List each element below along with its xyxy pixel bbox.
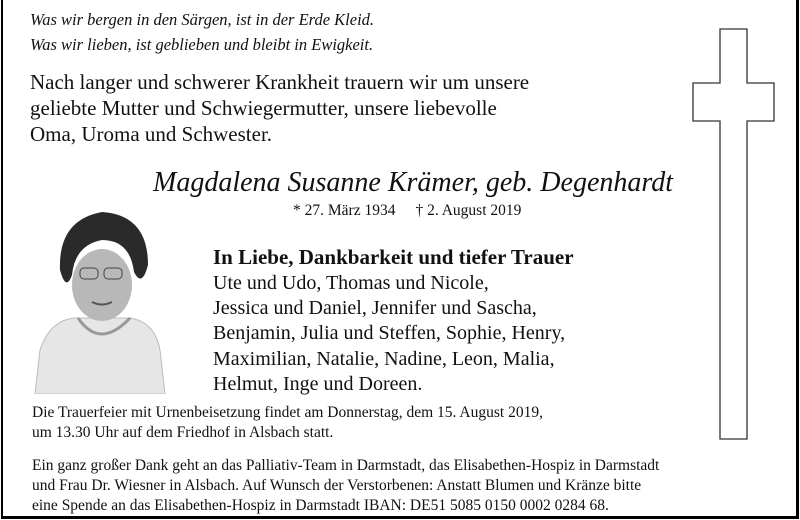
mourners-heading: In Liebe, Dankbarkeit und tiefer Trauer bbox=[213, 245, 574, 269]
mourner-line: Ute und Udo, Thomas und Nicole, bbox=[213, 272, 489, 294]
funeral-line: um 13.30 Uhr auf dem Friedhof in Alsbach statt. bbox=[32, 424, 334, 441]
mourner-line: Maximilian, Natalie, Nadine, Leon, Malia, bbox=[213, 348, 555, 370]
mourner-line: Jessica und Daniel, Jennifer und Sascha, bbox=[213, 297, 537, 319]
cross-icon bbox=[690, 28, 780, 443]
birth-date: * 27. März 1934 bbox=[293, 202, 396, 219]
mourner-line: Helmut, Inge und Doreen. bbox=[213, 373, 423, 395]
funeral-line: Die Trauerfeier mit Urnenbeisetzung findet am Donnerstag, dem 15. August 2019, bbox=[32, 404, 543, 421]
intro-line: Nach langer und schwerer Krankheit trauern wir um unsere bbox=[30, 70, 530, 94]
death-date: † 2. August 2019 bbox=[415, 202, 522, 219]
deceased-name: Magdalena Susanne Krämer, geb. Degenhardt bbox=[153, 167, 674, 198]
thanks-line: Ein ganz großer Dank geht an das Palliativ-Team in Darmstadt, das Elisabethen-Hospiz in Darmstadt bbox=[32, 457, 660, 474]
portrait-photo bbox=[30, 200, 172, 394]
thanks-line: und Frau Dr. Wiesner in Alsbach. Auf Wunsch der Verstorbenen: Anstatt Blumen und Kränze bitte bbox=[32, 477, 642, 494]
life-dates bbox=[293, 201, 541, 221]
motto-line: Was wir lieben, ist geblieben und bleibt in Ewigkeit. bbox=[30, 35, 374, 54]
mourner-line: Benjamin, Julia und Steffen, Sophie, Henry, bbox=[213, 322, 566, 344]
intro-line: Oma, Uroma und Schwester. bbox=[30, 122, 273, 146]
motto-line: Was wir bergen in den Särgen, ist in der Erde Kleid. bbox=[30, 10, 375, 29]
thanks-line: eine Spende an das Elisabethen-Hospiz in Darmstadt IBAN: DE51 5085 0150 0002 0284 68. bbox=[32, 497, 609, 514]
intro-line: geliebte Mutter und Schwiegermutter, unsere liebevolle bbox=[30, 96, 497, 120]
